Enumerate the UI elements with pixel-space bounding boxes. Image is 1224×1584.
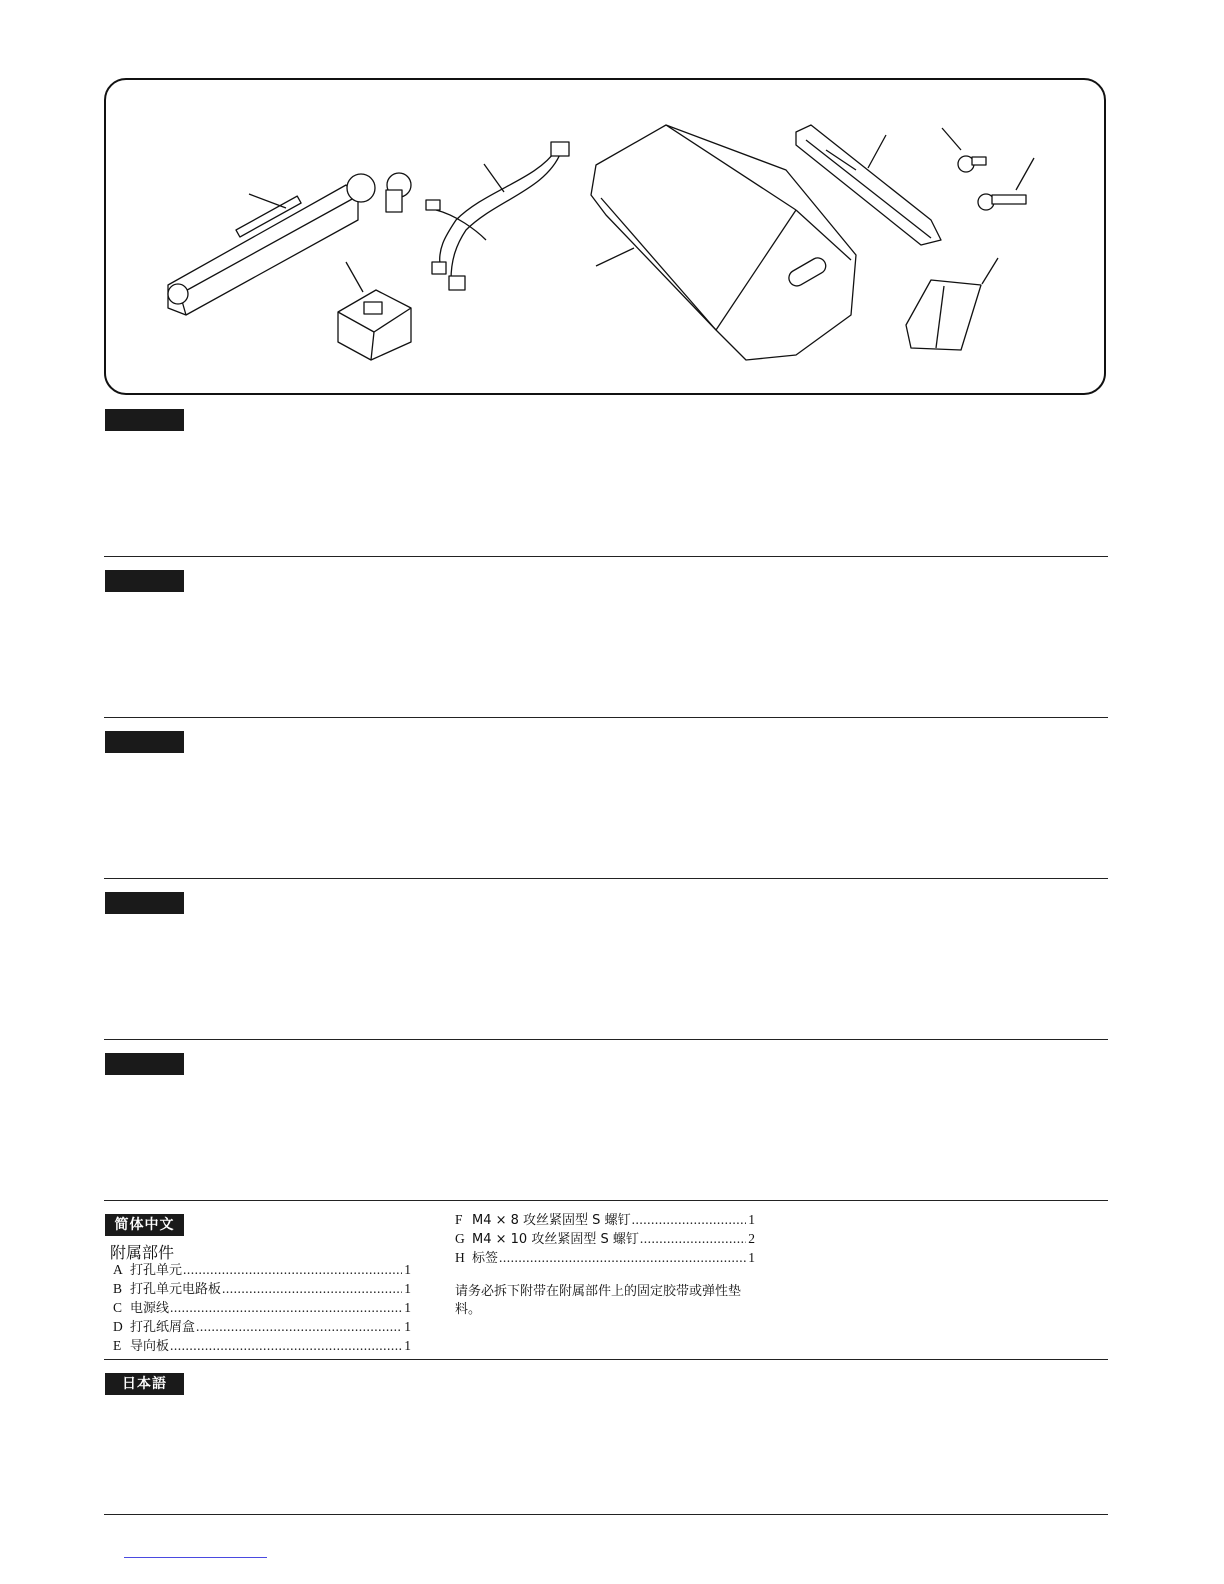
list-item: A 打孔单元 ..... 1 [113, 1260, 411, 1279]
lang-tab-2 [105, 570, 184, 592]
section-divider [104, 717, 1108, 718]
list-item: G M4 × 10 攻丝紧固型 S 螺钉 ..... 2 [455, 1229, 755, 1248]
parts-illustration-frame [104, 78, 1106, 395]
removal-note: 请务必拆下附带在附属部件上的固定胶带或弹性垫料。 [455, 1284, 742, 1317]
lang-tab-1 [105, 409, 184, 431]
supplied-parts-heading: 附属部件 [110, 1243, 175, 1262]
list-item: F M4 × 8 攻丝紧固型 S 螺钉 ..... 1 [455, 1210, 755, 1229]
list-item: E 导向板 ..... 1 [113, 1336, 411, 1355]
lang-tab-5 [105, 1053, 184, 1075]
section-divider [104, 878, 1108, 879]
screw-g-icon [978, 158, 1034, 210]
footer-underline [124, 1557, 267, 1558]
parts-list-right [455, 1210, 755, 1267]
power-cord-icon [426, 142, 569, 290]
lang-tab-japanese: 日本語 [105, 1373, 184, 1395]
section-divider [104, 1359, 1108, 1360]
parts-list-left [113, 1260, 411, 1355]
list-item: H 标签 ..... 1 [455, 1248, 755, 1267]
label-icon [906, 258, 998, 350]
pcb-icon [338, 262, 411, 360]
lang-tab-3 [105, 731, 184, 753]
section-divider [104, 556, 1108, 557]
section-divider [104, 1039, 1108, 1040]
screw-f-icon [942, 128, 986, 172]
list-item: C 电源线 ..... 1 [113, 1298, 411, 1317]
lang-tab-chinese: 简体中文 [105, 1214, 184, 1236]
section-divider [104, 1514, 1108, 1515]
list-item: B 打孔单元电路板 ..... 1 [113, 1279, 411, 1298]
list-item: D 打孔纸屑盒 ..... 1 [113, 1317, 411, 1336]
parts-illustration [106, 80, 1108, 397]
section-divider [104, 1200, 1108, 1201]
lang-tab-4 [105, 892, 184, 914]
